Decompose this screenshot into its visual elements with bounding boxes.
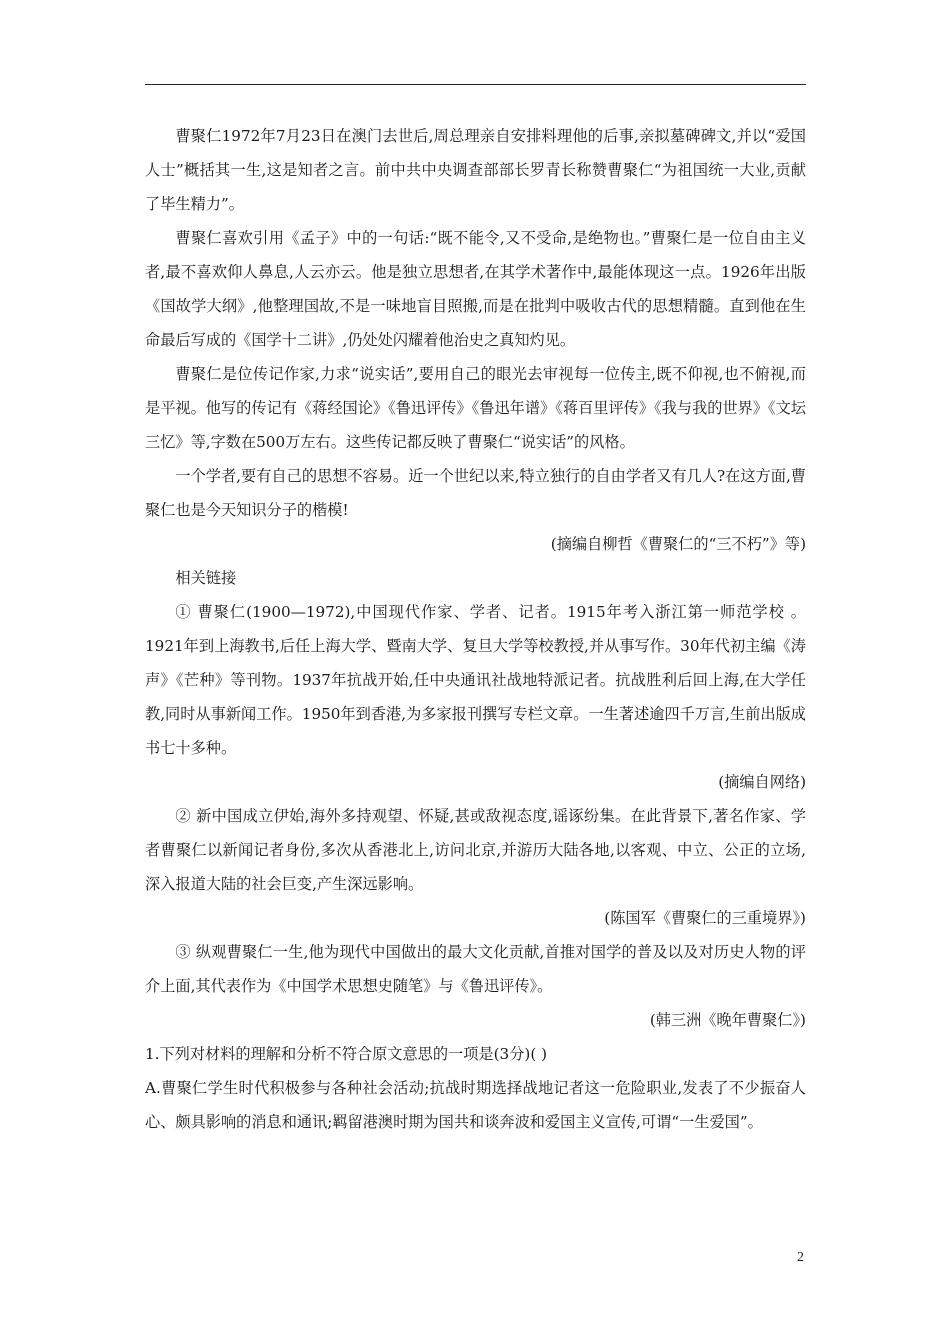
source-citation-3: (陈国军《曹聚仁的三重境界》): [604, 909, 806, 927]
related-links-heading: 相关链接: [175, 569, 237, 587]
document-body: [145, 119, 806, 1139]
source-citation-4: (韩三洲《晚年曹聚仁》): [649, 1011, 806, 1029]
question-option-a: A.曹聚仁学生时代积极参与各种社会活动;抗战时期选择战地记者这一危险职业,发表了不少振奋人心、颇具影响的消息和通讯;羁留港澳时期为国共和谈奔波和爱国主义宣传,可谓“一生爱国”。: [145, 1079, 806, 1131]
source-citation-1: (摘编自柳哲《曹聚仁的“三不朽”》等): [550, 535, 806, 553]
page-number: 2: [797, 1250, 804, 1265]
related-link-2: ② 新中国成立伊始,海外多持观望、怀疑,甚或敌视态度,谣诼纷集。在此背景下,著名作家、学者曹聚仁以新闻记者身份,多次从香港北上,访问北京,并游历大陆各地,以客观、中立、公正的立场,深入报道大陆的社会巨变,产生深远影响。: [145, 807, 806, 893]
paragraph-2: 曹聚仁喜欢引用《孟子》中的一句话:“既不能令,又不受命,是绝物也。”曹聚仁是一位自由主义者,最不喜欢仰人鼻息,人云亦云。他是独立思想者,在其学术著作中,最能体现这一点。1926年出版《国故学大纲》,他整理国故,不是一味地盲目照搬,而是在批判中吸收古代的思想精髓。直到他在生命最后写成的《国学十二讲》,仍处处闪耀着他治史之真知灼见。: [145, 229, 806, 349]
paragraph-3: 曹聚仁是位传记作家,力求“说实话”,要用自己的眼光去审视每一位传主,既不仰视,也不俯视,而是平视。他写的传记有《蒋经国论》《鲁迅评传》《鲁迅年谱》《蒋百里评传》《我与我的世界》《文坛三忆》等,字数在500万左右。这些传记都反映了曹聚仁“说实话”的风格。: [145, 365, 806, 451]
question-stem: 1.下列对材料的理解和分析不符合原文意思的一项是(3分)( ): [145, 1045, 547, 1063]
related-link-1: ① 曹聚仁(1900—1972),中国现代作家、学者、记者。1915年考入浙江第一师范学校 。1921年到上海教书,后任上海大学、暨南大学、复旦大学等校教授,并从事写作。30年代初主编《涛声》《芒种》等刊物。1937年抗战开始,任中央通讯社战地特派记者。抗战胜利后回上海,在大学任教,同时从事新闻工作。1950年到香港,为多家报刊撰写专栏文章。一生著述逾四千万言,生前出版成书七十多种。: [145, 603, 806, 757]
source-citation-2: (摘编自网络): [718, 773, 806, 791]
paragraph-4: 一个学者,要有自己的思想不容易。近一个世纪以来,特立独行的自由学者又有几人?在这方面,曹聚仁也是今天知识分子的楷模!: [145, 467, 806, 519]
paragraph-1: 曹聚仁1972年7月23日在澳门去世后,周总理亲自安排料理他的后事,亲拟墓碑碑文,并以“爱国人士”概括其一生,这是知者之言。前中共中央调查部部长罗青长称赞曹聚仁“为祖国统一大业,贡献了毕生精力”。: [145, 127, 806, 213]
header-rule: [145, 84, 806, 85]
related-link-3: ③ 纵观曹聚仁一生,他为现代中国做出的最大文化贡献,首推对国学的普及以及对历史人物的评介上面,其代表作为《中国学术思想史随笔》与《鲁迅评传》。: [145, 943, 806, 995]
